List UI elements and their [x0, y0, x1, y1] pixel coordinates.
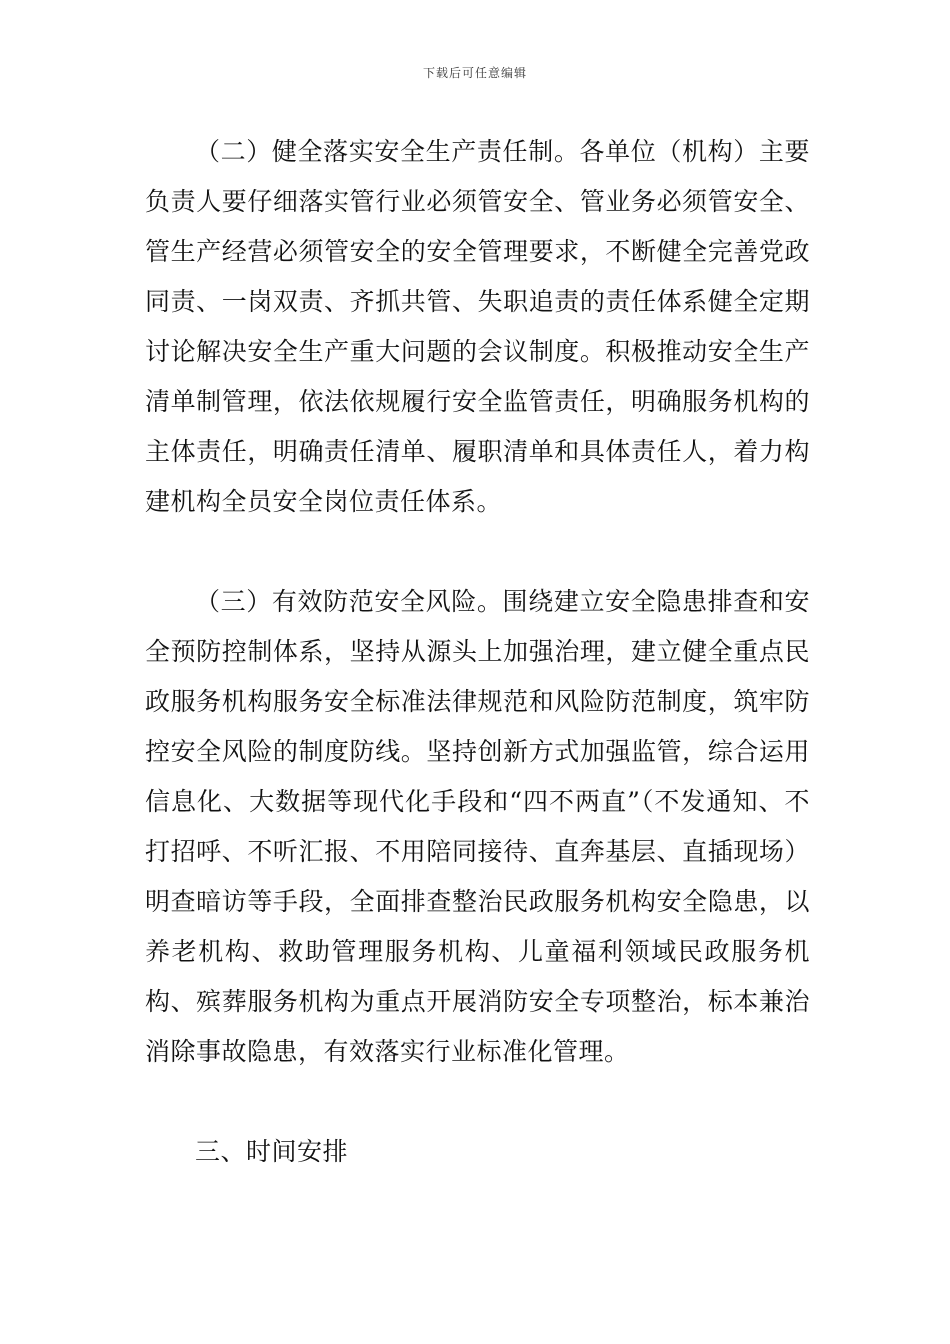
paragraph-spacer — [145, 1077, 810, 1127]
paragraph-risk-prevention: （三）有效防范安全风险。围绕建立安全隐患排查和安全预防控制体系，坚持从源头上加强治理，建立健全重点民政服务机构服务安全标准法律规范和风险防范制度，筑牢防控安全风险的制度防线。坚持创新方式加强监管，综合运用信息化、大数据等现代化手段和“四不两直”（不发通知、不打招呼、不听汇报、不用陪同接待、直奔基层、直插现场）明查暗访等手段，全面排查整治民政服务机构安全隐患，以养老机构、救助管理服务机构、儿童福利领域民政服务机构、殡葬服务机构为重点开展消防安全专项整治，标本兼治消除事故隐患，有效落实行业标准化管理。 — [145, 587, 810, 1066]
section-heading-schedule: 三、时间安排 — [195, 1137, 349, 1166]
page-header-note: 下载后可任意编辑 — [422, 66, 527, 80]
paragraph-responsibility-system: （二）健全落实安全生产责任制。各单位（机构）主要负责人要仔细落实管行业必须管安全、管业务必须管安全、管生产经营必须管安全的安全管理要求，不断健全完善党政同责、一岗双责、齐抓共管、失职追责的责任体系健全定期讨论解决安全生产重大问题的会议制度。积极推动安全生产清单制管理，依法依规履行安全监管责任，明确服务机构的主体责任，明确责任清单、履职清单和具体责任人，着力构建机构全员安全岗位责任体系。 — [145, 137, 810, 516]
document-body — [145, 127, 810, 1177]
paragraph-spacer — [145, 527, 810, 577]
